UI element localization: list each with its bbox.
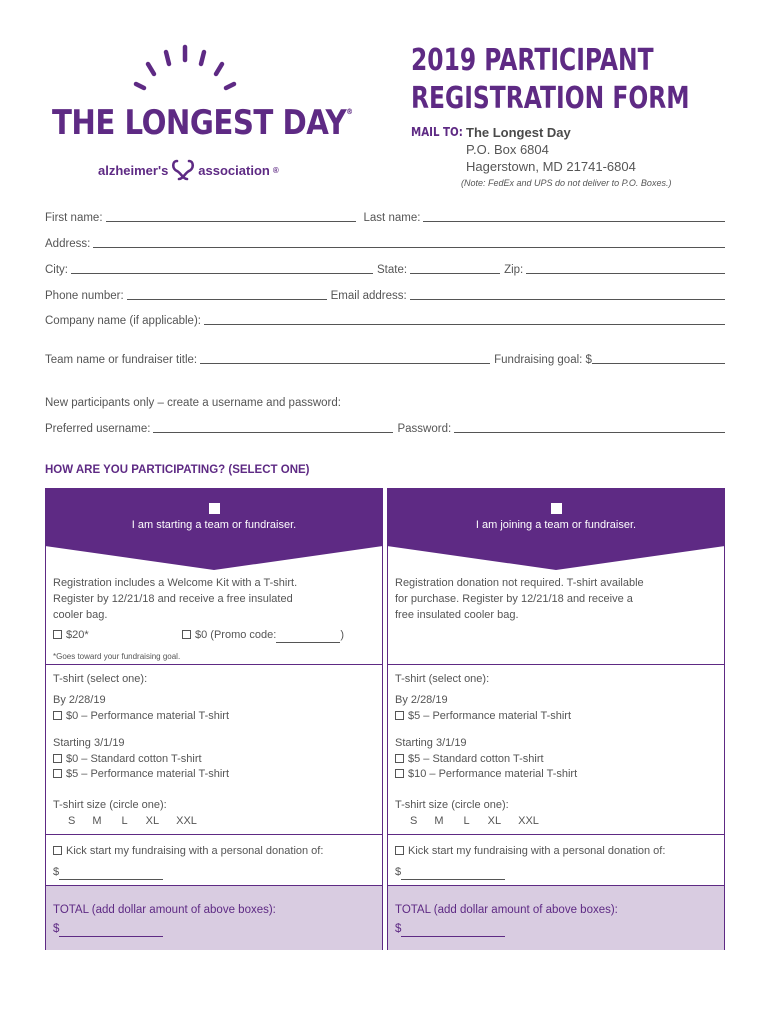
password-field[interactable] — [454, 423, 725, 433]
password-label: Password: — [397, 423, 452, 435]
right-size-label: T-shirt size (circle one): — [395, 799, 509, 811]
join-team-option — [387, 488, 725, 950]
left-start-date: Starting 3/1/19 — [53, 737, 125, 749]
join-team-checkbox[interactable] — [551, 503, 562, 514]
state-label: State: — [377, 264, 408, 276]
mail-to-label: MAIL TO: — [411, 124, 463, 139]
right-donation-field[interactable] — [401, 869, 505, 880]
right-total-area — [388, 886, 724, 950]
size-m[interactable]: M — [434, 815, 444, 827]
join-team-description: Registration donation not required. T-shirt available for purchase. Register by 12/21/18 and receive a free insulated cooler bag. — [395, 577, 644, 621]
zip-label: Zip: — [504, 264, 524, 276]
right-kick-start-checkbox[interactable] — [395, 846, 404, 855]
company-row — [45, 315, 725, 327]
left-donation-amount[interactable]: $ — [53, 864, 163, 880]
fee-20-checkbox[interactable] — [53, 630, 62, 639]
alzheimers-association-logo: alzheimer's association ® — [98, 159, 279, 181]
size-xxl[interactable]: XXL — [518, 815, 539, 827]
fee-20-option[interactable]: $20* — [53, 627, 89, 643]
start-team-label: I am starting a team or fundraiser. — [131, 519, 297, 531]
right-start-option-1[interactable]: $5 – Standard cotton T-shirt — [395, 751, 544, 767]
size-s[interactable]: S — [68, 815, 76, 827]
right-size-options — [410, 813, 539, 829]
right-start-option-2[interactable]: $10 – Performance material T-shirt — [395, 766, 577, 782]
fee-0-option[interactable]: $0 (Promo code: ) — [182, 627, 344, 643]
left-by-checkbox[interactable] — [53, 711, 62, 720]
address-row — [45, 238, 725, 250]
fee-0-checkbox[interactable] — [182, 630, 191, 639]
left-start-option-1[interactable]: $0 – Standard cotton T-shirt — [53, 751, 202, 767]
last-name-label: Last name: — [363, 212, 421, 224]
phone-label: Phone number: — [45, 290, 124, 302]
right-by-checkbox[interactable] — [395, 711, 404, 720]
size-l[interactable]: L — [463, 815, 470, 827]
right-start-date: Starting 3/1/19 — [395, 737, 467, 749]
contact-row — [45, 290, 725, 302]
purple-knot-icon — [171, 159, 195, 181]
size-xl[interactable]: XL — [487, 815, 502, 827]
first-name-label: First name: — [45, 212, 103, 224]
credentials-row — [45, 423, 725, 435]
right-donation-amount[interactable]: $ — [395, 864, 505, 880]
left-donation-field[interactable] — [59, 869, 163, 880]
team-name-label: Team name or fundraiser title: — [45, 354, 198, 366]
mailing-address: The Longest Day P.O. Box 6804 Hagerstown, MD 21741-6804 — [466, 125, 636, 174]
email-field[interactable] — [410, 290, 725, 300]
promo-code-field[interactable] — [276, 632, 340, 643]
first-name-field[interactable] — [106, 212, 356, 222]
left-size-options — [68, 813, 197, 829]
zip-field[interactable] — [526, 264, 725, 274]
left-total-field[interactable] — [59, 926, 163, 937]
start-team-description: Registration includes a Welcome Kit with a T-shirt. Register by 12/21/18 and receive a free insulated cooler bag. — [53, 577, 298, 621]
address-field[interactable] — [93, 238, 725, 248]
size-xl[interactable]: XL — [145, 815, 160, 827]
fundraising-goal-label: Fundraising goal: $ — [494, 354, 592, 366]
right-start-checkbox-2[interactable] — [395, 769, 404, 778]
phone-field[interactable] — [127, 290, 327, 300]
fundraising-goal-field[interactable] — [592, 354, 725, 364]
email-label: Email address: — [330, 290, 407, 302]
company-field[interactable] — [204, 315, 725, 325]
left-total-label: TOTAL (add dollar amount of above boxes): — [53, 904, 276, 916]
left-start-checkbox-1[interactable] — [53, 754, 62, 763]
form-title: 2019 PARTICIPANT REGISTRATION FORM — [411, 43, 690, 116]
logo-title: THE LONGEST DAY® — [52, 103, 353, 143]
join-team-label: I am joining a team or fundraiser. — [475, 519, 637, 531]
left-start-checkbox-2[interactable] — [53, 769, 62, 778]
left-total-area — [46, 886, 382, 950]
right-kick-start[interactable]: Kick start my fundraising with a personal donation of: — [395, 843, 665, 859]
team-row — [45, 354, 725, 366]
left-kick-start[interactable]: Kick start my fundraising with a personal donation of: — [53, 843, 323, 859]
right-by-option[interactable]: $5 – Performance material T-shirt — [395, 708, 571, 724]
size-m[interactable]: M — [92, 815, 102, 827]
sun-rays-logo-icon — [130, 42, 240, 92]
left-size-label: T-shirt size (circle one): — [53, 799, 167, 811]
left-by-option[interactable]: $0 – Performance material T-shirt — [53, 708, 229, 724]
username-field[interactable] — [153, 423, 393, 433]
username-label: Preferred username: — [45, 423, 151, 435]
company-label: Company name (if applicable): — [45, 315, 201, 327]
right-tshirt-label: T-shirt (select one): — [395, 673, 490, 685]
size-l[interactable]: L — [121, 815, 128, 827]
new-participants-note: New participants only – create a username and password: — [45, 397, 341, 409]
address-label: Address: — [45, 238, 91, 250]
name-row — [45, 212, 725, 224]
size-xxl[interactable]: XXL — [176, 815, 197, 827]
start-team-option — [45, 488, 383, 950]
fee-footnote: *Goes toward your fundraising goal. — [53, 652, 181, 661]
participation-heading: HOW ARE YOU PARTICIPATING? (SELECT ONE) — [45, 464, 310, 476]
left-tshirt-label: T-shirt (select one): — [53, 673, 148, 685]
city-field[interactable] — [71, 264, 373, 274]
city-row — [45, 264, 725, 276]
right-by-date: By 2/28/19 — [395, 694, 448, 706]
right-total-amount[interactable]: $ — [395, 921, 505, 937]
city-label: City: — [45, 264, 68, 276]
right-total-field[interactable] — [401, 926, 505, 937]
size-s[interactable]: S — [410, 815, 418, 827]
state-field[interactable] — [410, 264, 500, 274]
right-start-checkbox-1[interactable] — [395, 754, 404, 763]
start-team-checkbox[interactable] — [209, 503, 220, 514]
team-name-field[interactable] — [200, 354, 490, 364]
left-by-date: By 2/28/19 — [53, 694, 106, 706]
right-total-label: TOTAL (add dollar amount of above boxes): — [395, 904, 618, 916]
delivery-note: (Note: FedEx and UPS do not deliver to P.O. Boxes.) — [461, 178, 672, 188]
left-kick-start-checkbox[interactable] — [53, 846, 62, 855]
left-start-option-2[interactable]: $5 – Performance material T-shirt — [53, 766, 229, 782]
last-name-field[interactable] — [423, 212, 725, 222]
new-participants-row — [45, 397, 725, 409]
left-total-amount[interactable]: $ — [53, 921, 163, 937]
